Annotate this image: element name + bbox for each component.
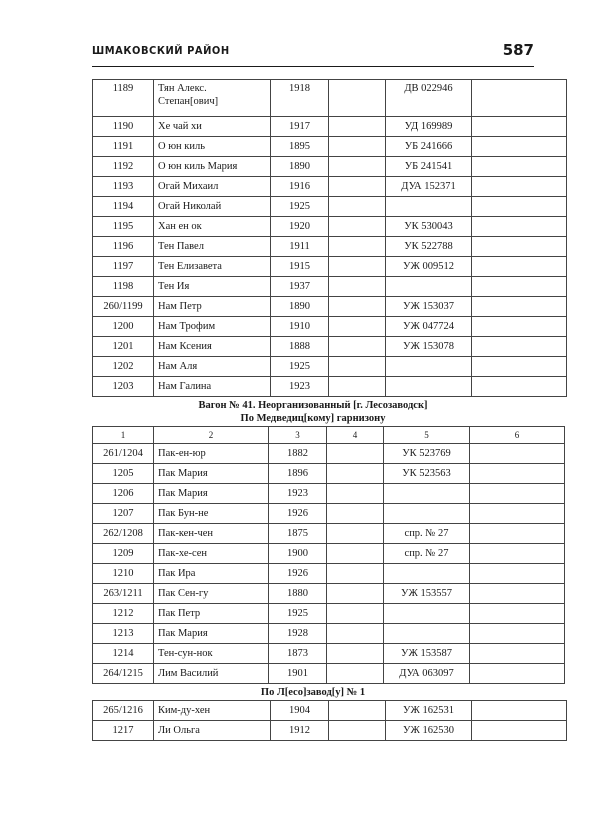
cell-document <box>386 377 472 397</box>
cell-birth-year: 1916 <box>271 177 329 197</box>
cell-col4 <box>329 157 386 177</box>
cell-col4 <box>329 317 386 337</box>
cell-number: 264/1215 <box>93 664 154 684</box>
cell-col4 <box>329 357 386 377</box>
cell-number: 265/1216 <box>93 701 154 721</box>
cell-document: ДУА 152371 <box>386 177 472 197</box>
cell-birth-year: 1937 <box>271 277 329 297</box>
header-rule <box>92 66 534 67</box>
cell-col4 <box>329 237 386 257</box>
cell-col4 <box>329 197 386 217</box>
cell-col4 <box>327 484 384 504</box>
table-row <box>93 217 567 237</box>
cell-col4 <box>327 584 384 604</box>
table-row <box>93 644 565 664</box>
cell-birth-year: 1928 <box>269 624 327 644</box>
cell-number: 1213 <box>93 624 154 644</box>
cell-col6 <box>470 544 565 564</box>
cell-col4 <box>329 377 386 397</box>
cell-birth-year: 1910 <box>271 317 329 337</box>
cell-name: Пак-ен-юр <box>154 444 269 464</box>
cell-number: 1191 <box>93 137 154 157</box>
cell-document: УК 522788 <box>386 237 472 257</box>
cell-number: 1194 <box>93 197 154 217</box>
cell-col6 <box>470 644 565 664</box>
cell-number: 1190 <box>93 117 154 137</box>
cell-name: Нам Аля <box>154 357 271 377</box>
page-number: 587 <box>502 41 534 59</box>
table-row <box>93 377 567 397</box>
cell-number: 1197 <box>93 257 154 277</box>
cell-document: УЖ 162530 <box>386 721 472 741</box>
table-row <box>93 484 565 504</box>
cell-name: Нам Галина <box>154 377 271 397</box>
cell-col6 <box>472 117 567 137</box>
name-line-2: Степан[ович] <box>158 96 219 107</box>
cell-name: Нам Петр <box>154 297 271 317</box>
cell-name: Пак Мария <box>154 484 269 504</box>
list-table-2-body <box>93 427 565 684</box>
cell-name: Лим Василий <box>154 664 269 684</box>
cell-birth-year: 1926 <box>269 504 327 524</box>
cell-number: 263/1211 <box>93 584 154 604</box>
cell-document: УЖ 153557 <box>384 584 470 604</box>
cell-document <box>384 604 470 624</box>
cell-name: Пак Мария <box>154 624 269 644</box>
list-table-1-body <box>93 80 567 397</box>
cell-name: О юн киль Мария <box>154 157 271 177</box>
cell-name: Тен Елизавета <box>154 257 271 277</box>
cell-document: УЖ 009512 <box>386 257 472 277</box>
cell-number: 1201 <box>93 337 154 357</box>
cell-name: Пак Ира <box>154 564 269 584</box>
cell-col6 <box>472 137 567 157</box>
cell-name: Пак Бун-не <box>154 504 269 524</box>
cell-number: 1193 <box>93 177 154 197</box>
table-row <box>93 564 565 584</box>
cell-col4 <box>327 624 384 644</box>
cell-col6 <box>472 217 567 237</box>
cell-col4 <box>327 604 384 624</box>
cell-col6 <box>470 564 565 584</box>
cell-number: 260/1199 <box>93 297 154 317</box>
cell-col6 <box>472 157 567 177</box>
table-row <box>93 721 567 741</box>
cell-birth-year: 1896 <box>269 464 327 484</box>
cell-document <box>386 197 472 217</box>
cell-name: Нам Трофим <box>154 317 271 337</box>
table-row <box>93 80 567 117</box>
section-heading-lesozavod <box>92 684 534 700</box>
cell-col6 <box>472 197 567 217</box>
list-table-2 <box>92 426 565 684</box>
cell-document <box>386 277 472 297</box>
cell-col4 <box>329 277 386 297</box>
cell-document: спр. № 27 <box>384 544 470 564</box>
cell-col4 <box>329 80 386 117</box>
cell-col6 <box>470 664 565 684</box>
cell-number: 1207 <box>93 504 154 524</box>
cell-col4 <box>329 257 386 277</box>
cell-col6 <box>472 701 567 721</box>
cell-col4 <box>327 464 384 484</box>
cell-col6 <box>472 277 567 297</box>
cell-name: Пак Сен-гу <box>154 584 269 604</box>
cell-name: Ли Ольга <box>154 721 271 741</box>
cell-col4 <box>327 524 384 544</box>
table-row <box>93 317 567 337</box>
cell-col4 <box>327 504 384 524</box>
cell-col4 <box>329 117 386 137</box>
cell-document: УК 523769 <box>384 444 470 464</box>
cell-number: 1212 <box>93 604 154 624</box>
cell-col6 <box>470 524 565 544</box>
table-row <box>93 137 567 157</box>
cell-col4 <box>329 297 386 317</box>
table-row <box>93 464 565 484</box>
cell-document <box>384 624 470 644</box>
table-row <box>93 444 565 464</box>
cell-col6 <box>470 444 565 464</box>
table-row <box>93 701 567 721</box>
district-title: ШМАКОВСКИЙ РАЙОН <box>92 44 230 57</box>
cell-birth-year: 1875 <box>269 524 327 544</box>
table-row <box>93 117 567 137</box>
column-number-header: 6 <box>470 427 565 444</box>
cell-birth-year: 1918 <box>271 80 329 117</box>
cell-col6 <box>470 464 565 484</box>
table-row <box>93 277 567 297</box>
cell-col6 <box>472 297 567 317</box>
cell-document: УЖ 162531 <box>386 701 472 721</box>
cell-col4 <box>329 701 386 721</box>
cell-document: УК 530043 <box>386 217 472 237</box>
cell-birth-year: 1895 <box>271 137 329 157</box>
cell-document: УЖ 047724 <box>386 317 472 337</box>
cell-birth-year: 1917 <box>271 117 329 137</box>
cell-birth-year: 1912 <box>271 721 329 741</box>
cell-birth-year: 1890 <box>271 297 329 317</box>
cell-col4 <box>329 217 386 237</box>
cell-col4 <box>329 337 386 357</box>
table-row <box>93 544 565 564</box>
cell-number: 1214 <box>93 644 154 664</box>
cell-birth-year: 1925 <box>271 357 329 377</box>
cell-name: Хан ен ок <box>154 217 271 237</box>
table-row <box>93 604 565 624</box>
cell-col6 <box>472 80 567 117</box>
cell-birth-year: 1911 <box>271 237 329 257</box>
table-row <box>93 504 565 524</box>
cell-name: Нам Ксения <box>154 337 271 357</box>
cell-document: УК 523563 <box>384 464 470 484</box>
cell-birth-year: 1904 <box>271 701 329 721</box>
cell-col4 <box>329 177 386 197</box>
running-header <box>92 40 534 66</box>
section-heading-line-2: По Медведиц[кому] гарнизону <box>240 413 386 424</box>
table-row <box>93 584 565 604</box>
cell-document <box>386 357 472 377</box>
cell-col6 <box>472 177 567 197</box>
cell-document <box>384 484 470 504</box>
cell-col4 <box>327 644 384 664</box>
table-row <box>93 337 567 357</box>
cell-name: О юн киль <box>154 137 271 157</box>
table-row <box>93 624 565 644</box>
cell-birth-year: 1900 <box>269 544 327 564</box>
table-row <box>93 524 565 544</box>
cell-col6 <box>470 504 565 524</box>
cell-name: Тен Павел <box>154 237 271 257</box>
cell-birth-year: 1890 <box>271 157 329 177</box>
cell-number: 1195 <box>93 217 154 237</box>
column-number-header-row <box>93 427 565 444</box>
cell-name: Ким-ду-хен <box>154 701 271 721</box>
cell-number: 1205 <box>93 464 154 484</box>
table-row <box>93 297 567 317</box>
cell-name: Пак-кен-чен <box>154 524 269 544</box>
cell-document <box>384 564 470 584</box>
cell-name: Пак Петр <box>154 604 269 624</box>
cell-col4 <box>327 544 384 564</box>
cell-col4 <box>327 444 384 464</box>
cell-birth-year: 1920 <box>271 217 329 237</box>
cell-document: УЖ 153587 <box>384 644 470 664</box>
cell-col6 <box>472 237 567 257</box>
cell-number: 261/1204 <box>93 444 154 464</box>
cell-birth-year: 1925 <box>271 197 329 217</box>
cell-number: 1206 <box>93 484 154 504</box>
column-number-header: 5 <box>384 427 470 444</box>
table-row <box>93 664 565 684</box>
cell-name: Огай Николай <box>154 197 271 217</box>
cell-birth-year: 1880 <box>269 584 327 604</box>
cell-col6 <box>470 604 565 624</box>
cell-birth-year: 1915 <box>271 257 329 277</box>
column-number-header: 4 <box>327 427 384 444</box>
cell-name: Тен-сун-нок <box>154 644 269 664</box>
cell-number: 1189 <box>93 80 154 117</box>
cell-document: ДУА 063097 <box>384 664 470 684</box>
cell-number: 1202 <box>93 357 154 377</box>
section-heading-wagon <box>92 397 534 426</box>
cell-col4 <box>329 137 386 157</box>
table-row <box>93 177 567 197</box>
cell-birth-year: 1923 <box>271 377 329 397</box>
cell-birth-year: 1925 <box>269 604 327 624</box>
cell-col6 <box>472 257 567 277</box>
cell-birth-year: 1901 <box>269 664 327 684</box>
cell-number: 1210 <box>93 564 154 584</box>
cell-name: Пак Мария <box>154 464 269 484</box>
cell-col6 <box>472 357 567 377</box>
cell-number: 1192 <box>93 157 154 177</box>
cell-birth-year: 1873 <box>269 644 327 664</box>
table-row <box>93 237 567 257</box>
cell-birth-year: 1888 <box>271 337 329 357</box>
cell-number: 1217 <box>93 721 154 741</box>
cell-col6 <box>472 377 567 397</box>
cell-name: Хе чай хи <box>154 117 271 137</box>
cell-col6 <box>472 317 567 337</box>
cell-col4 <box>327 664 384 684</box>
cell-document: УБ 241541 <box>386 157 472 177</box>
column-number-header: 2 <box>154 427 269 444</box>
section-heading-line: По Л[есо]завод[у] № 1 <box>260 687 366 698</box>
list-table-3-body <box>93 701 567 741</box>
cell-number: 1200 <box>93 317 154 337</box>
cell-number: 1198 <box>93 277 154 297</box>
cell-document: УД 169989 <box>386 117 472 137</box>
cell-document: УБ 241666 <box>386 137 472 157</box>
cell-col4 <box>327 564 384 584</box>
cell-number: 1209 <box>93 544 154 564</box>
list-table-1 <box>92 79 567 397</box>
cell-col6 <box>472 337 567 357</box>
list-table-3 <box>92 700 567 741</box>
cell-name: Огай Михаил <box>154 177 271 197</box>
cell-document: УЖ 153078 <box>386 337 472 357</box>
cell-document: спр. № 27 <box>384 524 470 544</box>
cell-birth-year: 1882 <box>269 444 327 464</box>
cell-col6 <box>470 624 565 644</box>
section-heading-line-1: Вагон № 41. Неорганизованный [г. Лесозаводск] <box>198 400 428 411</box>
cell-document <box>384 504 470 524</box>
cell-birth-year: 1926 <box>269 564 327 584</box>
cell-number: 1203 <box>93 377 154 397</box>
table-row <box>93 357 567 377</box>
column-number-header: 3 <box>269 427 327 444</box>
cell-col6 <box>470 584 565 604</box>
cell-document: ДВ 022946 <box>386 80 472 117</box>
cell-name <box>154 80 271 117</box>
table-row <box>93 197 567 217</box>
cell-number: 262/1208 <box>93 524 154 544</box>
book-page <box>92 40 534 741</box>
name-line-1: Тян Алекс. <box>158 83 207 94</box>
table-row <box>93 257 567 277</box>
cell-name: Пак-хе-сен <box>154 544 269 564</box>
cell-number: 1196 <box>93 237 154 257</box>
cell-col4 <box>329 721 386 741</box>
cell-name: Тен Ия <box>154 277 271 297</box>
cell-birth-year: 1923 <box>269 484 327 504</box>
table-row <box>93 157 567 177</box>
cell-document: УЖ 153037 <box>386 297 472 317</box>
column-number-header: 1 <box>93 427 154 444</box>
cell-col6 <box>470 484 565 504</box>
cell-col6 <box>472 721 567 741</box>
